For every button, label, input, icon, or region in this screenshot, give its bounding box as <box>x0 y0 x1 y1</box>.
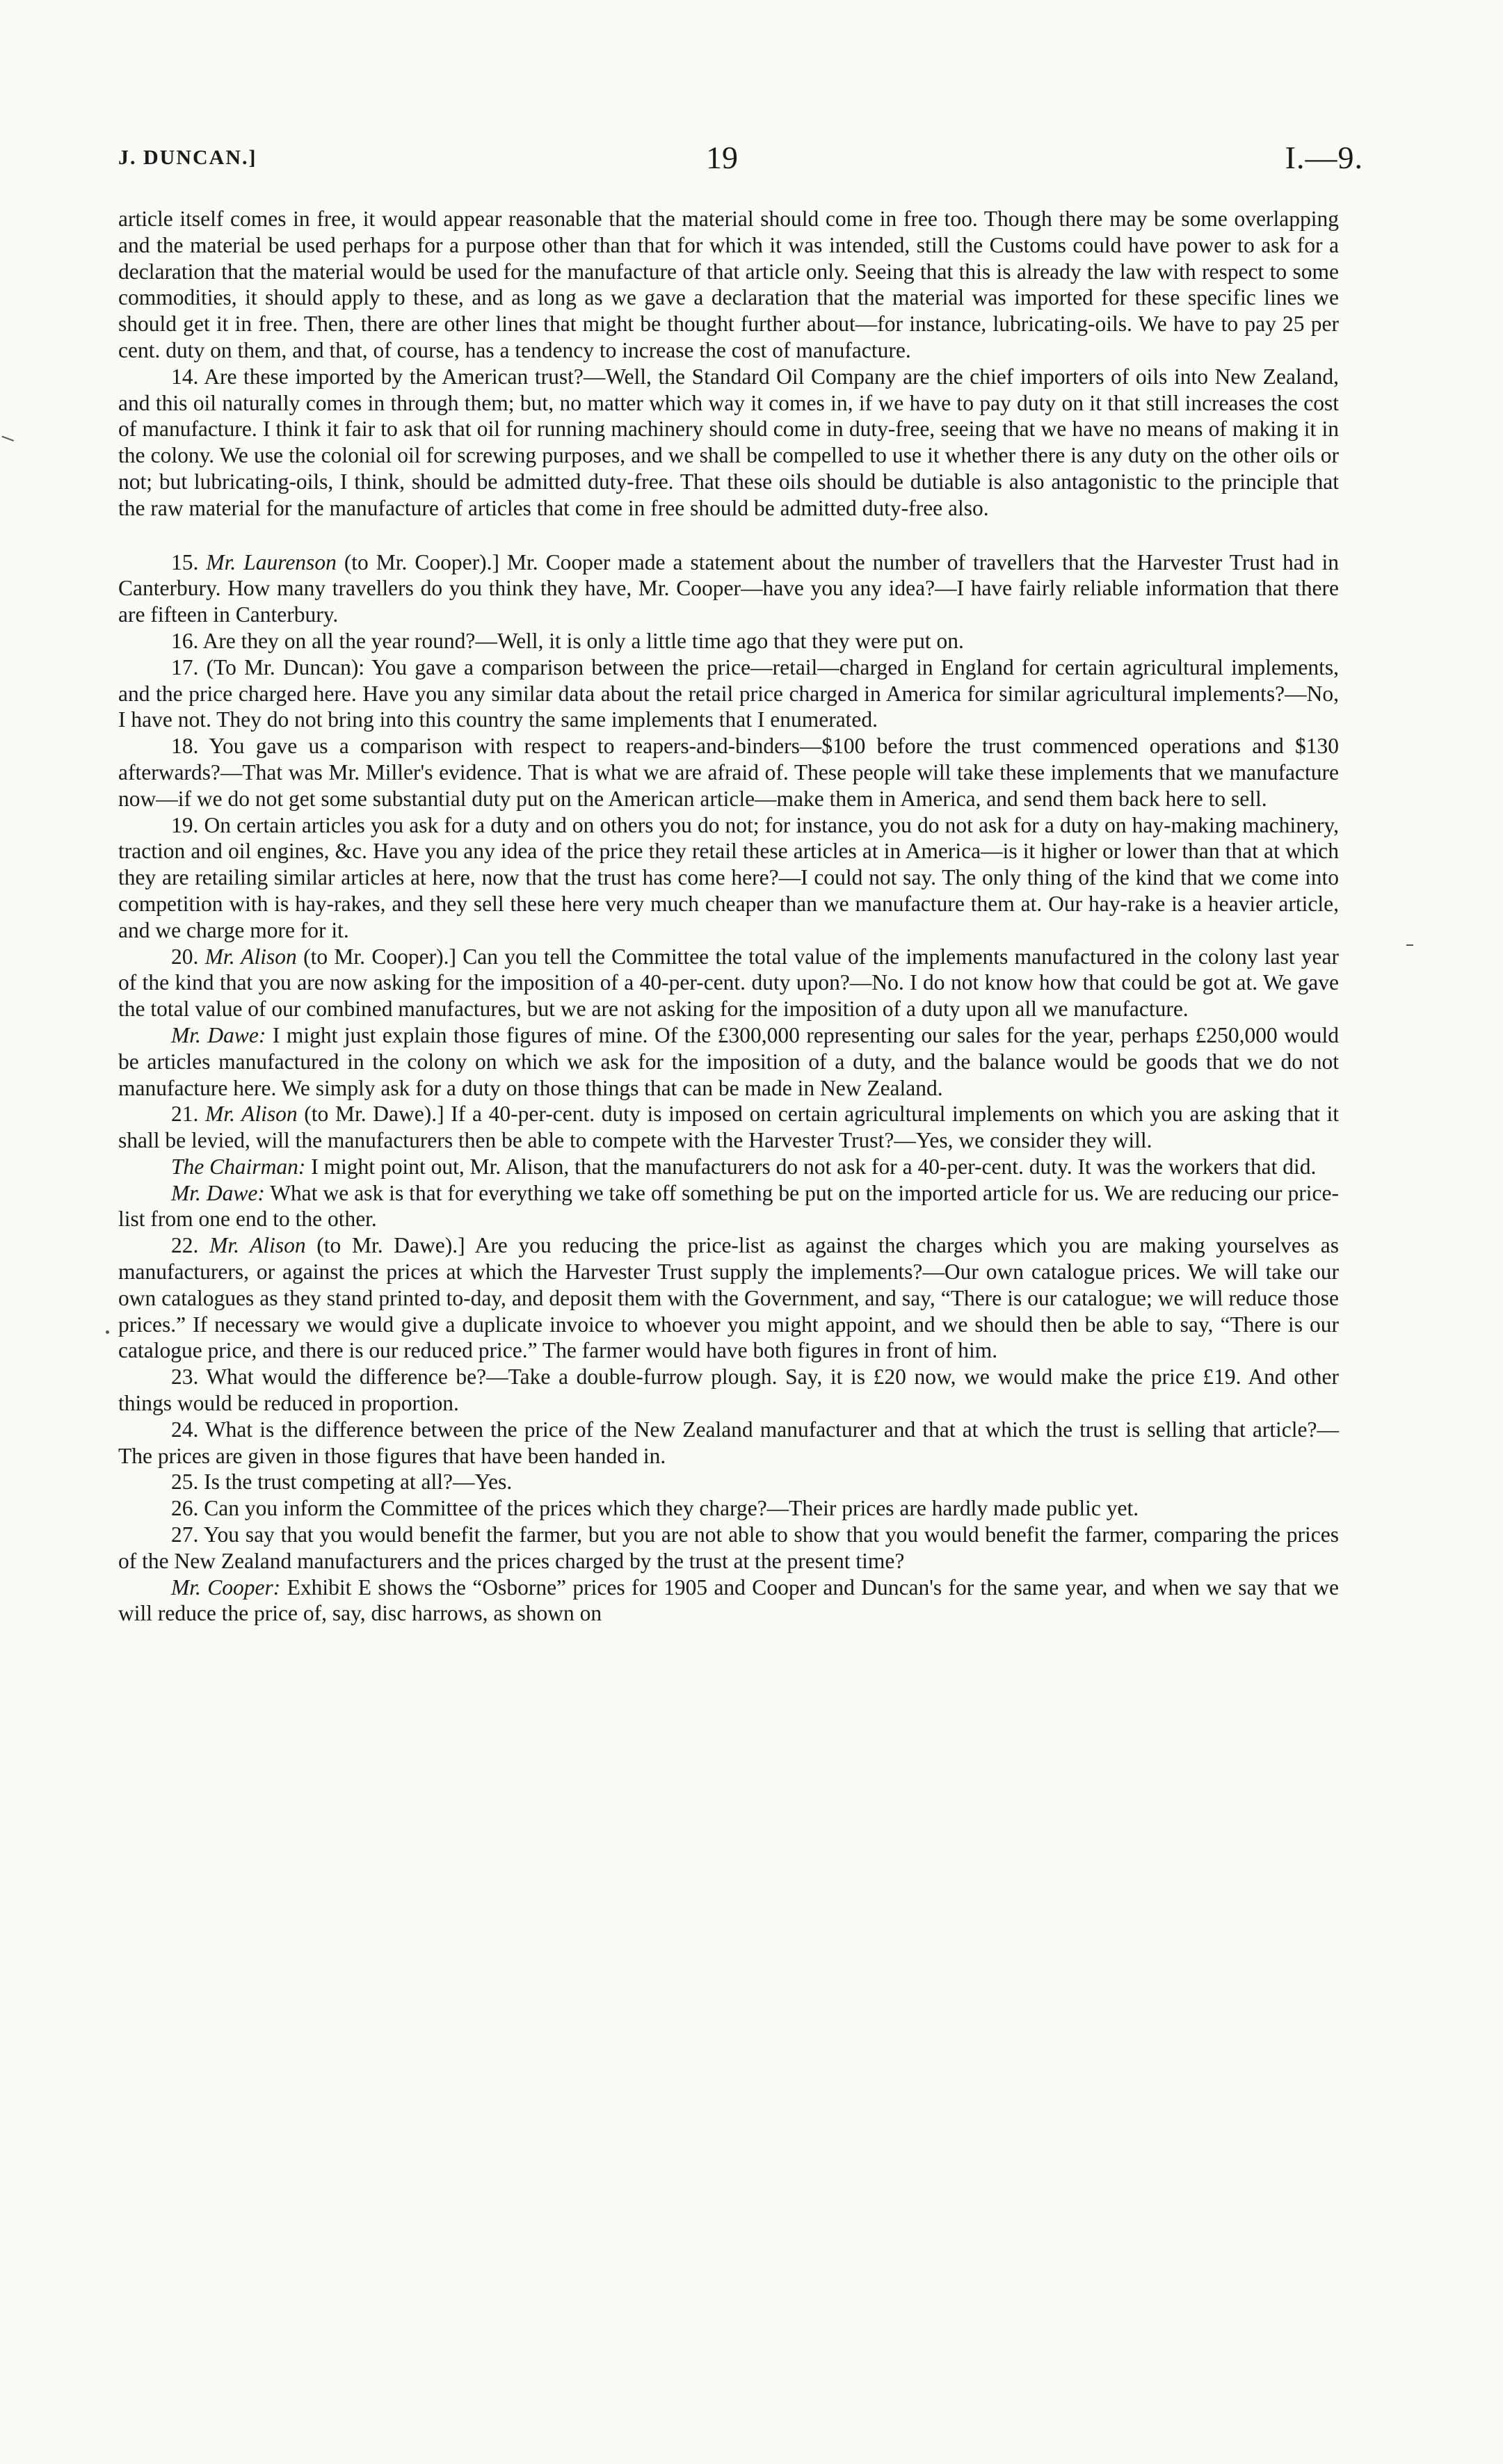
paragraph-chairman <box>118 1154 1339 1180</box>
header-author: J. DUNCAN.] <box>118 146 257 169</box>
paragraph-text: What we ask is that for everything we take off something be put on the imported article for us. We are reducing our price-list from one end to the other. <box>118 1180 1339 1232</box>
speaker-name: Mr. Alison <box>204 944 297 969</box>
paragraph-text: I might just explain those figures of mine. Of the £300,000 representing our sales for the year, perhaps £250,000 would be articles manufactured in the colony on which we ask for the imposition of a duty, and the balance would be goods that we do not manufacture here. We simply ask for a duty on those things that can be made in New Zealand. <box>118 1022 1340 1100</box>
paragraph-22 <box>118 1232 1339 1364</box>
speaker-name: The Chairman: <box>171 1154 306 1179</box>
question-number: 21. <box>171 1102 199 1127</box>
speaker-name: Mr. Dawe: <box>171 1022 266 1047</box>
paragraph-continuation: article itself comes in free, it would appear reasonable that the material should come in free too. Though there may be some overlapping and the material be used perhaps for a purpose other than that for which it was intended, still the Customs could have power to ask for a declaration that the material would be used for the manufacture of that article only. Seeing that this is already the law with respect to some commodities, it should apply to these, and as long as we gave a declaration that the material was imported for these specific lines we should get it in free. Then, there are other lines that might be thought further about—for instance, lubricating-oils. We have to pay 25 per cent. duty on them, and that, of course, has a tendency to increase the cost of manufacture. <box>118 207 1339 362</box>
paragraph-21 <box>118 1101 1339 1154</box>
speaker-name: Mr. Alison <box>205 1102 298 1127</box>
document-reference: I.—9. <box>1285 140 1363 175</box>
paragraph-25: 25. Is the trust competing at all?—Yes. <box>171 1469 513 1495</box>
paragraph-15 <box>118 549 1339 628</box>
speaker-name: Mr. Dawe: <box>171 1180 265 1205</box>
margin-mark-left <box>1 429 16 441</box>
paragraph-16: 16. Are they on all the year round?—Well, it is only a little time ago that they were put on. <box>171 628 964 653</box>
paragraph-26: 26. Can you inform the Committee of the prices which they charge?—Their prices are hardly made public yet. <box>171 1496 1139 1521</box>
paragraph-text: (to Mr. Cooper).] Can you tell the Committee the total value of the implements manufactured in the colony last year of the kind that you are now asking for the imposition of a 40-per-cent. duty upon?—No. I do not know how that could be got at. We gave the total value of our combined manufactures, but we are not asking for the imposition of a duty upon all we manufacture. <box>118 944 1339 1022</box>
page-header <box>118 139 1363 181</box>
paragraph-text: (to Mr. Cooper).] Mr. Cooper made a statement about the number of travellers that the Harvester Trust had in Canterbury. How many travellers do you think they have, Mr. Cooper—have you any idea?—I have fairly reliable information that there are fifteen in Canterbury. <box>118 549 1340 627</box>
paragraph-text: Exhibit E shows the “Osborne” prices for 1905 and Cooper and Duncan's for the same year, and when we say that we will reduce the price of, say, disc harrows, as shown on <box>118 1575 1340 1626</box>
paragraph-text: (to Mr. Dawe).] Are you reducing the price-list as against the charges which you are making yourselves as manufacturers, or against the prices at which the Harvester Trust supply the implements?—Our own catalogue prices. We will take our own catalogues as they stand printed to-day, and deposit them with the Government, and say, “There is our catalogue; we will reduce those prices.” If necessary we would give a duplicate invoice to whoever you might appoint, and we should then be able to say, “There is our catalogue price, and there is our reduced price.” The farmer would have both figures in front of him. <box>118 1233 1340 1363</box>
question-number: 20. <box>171 944 199 969</box>
question-number: 22. <box>171 1233 199 1258</box>
page-number: 19 <box>706 140 738 175</box>
paragraph-18: 18. You gave us a comparison with respect to reapers-and-binders—$100 before the trust commenced operations and $130 afterwards?—That was Mr. Miller's evidence. That is what we are afraid of. These people will take these implements that we manufacture now—if we do not get some substantial duty put on the American article—make them in America, and send them back here to sell. <box>118 734 1339 811</box>
speaker-name: Mr. Laurenson <box>206 549 337 574</box>
paragraph-dawe-reply <box>118 1180 1339 1233</box>
speaker-name: Mr. Cooper: <box>171 1575 281 1600</box>
paragraph-27: 27. You say that you would benefit the farmer, but you are not able to show that you would benefit the farmer, comparing the prices of the New Zealand manufacturers and the prices charged by the trust at the present time? <box>118 1522 1339 1573</box>
paragraph-20 <box>118 944 1339 1022</box>
margin-dot <box>106 1330 109 1334</box>
paragraph-23: 23. What would the difference be?—Take a double-furrow plough. Say, it is £20 now, we would make the price £19. And other things would be reduced in proportion. <box>118 1364 1339 1416</box>
paragraph-cooper <box>118 1575 1339 1627</box>
paragraph-text: I might point out, Mr. Alison, that the manufacturers do not ask for a 40-per-cent. duty. It was the workers that did. <box>311 1154 1317 1179</box>
paragraph-24: 24. What is the difference between the price of the New Zealand manufacturer and that at which the trust is selling that article?—The prices are given in those figures that have been handed in. <box>118 1417 1339 1468</box>
paragraph-19: 19. On certain articles you ask for a duty and on others you do not; for instance, you do not ask for a duty on hay-making machinery, traction and oil engines, &c. Have you any idea of the price they retail these articles at in America—is it higher or lower than that at which they are retailing similar articles at here, now that the trust has come here?—I could not say. The only thing of the kind that we come into competition with is hay-rakes, and they sell these here very much cheaper than we manufacture them at. Our hay-rake is a heavier article, and we charge more for it. <box>118 812 1339 942</box>
document-body <box>118 206 1339 1627</box>
margin-mark-right <box>1406 944 1413 946</box>
question-number: 15. <box>171 549 199 574</box>
paragraph-dawe-statement <box>118 1022 1339 1101</box>
paragraph-17: 17. (To Mr. Duncan): You gave a comparison between the price—retail—charged in England for certain agricultural implements, and the price charged here. Have you any similar data about the retail price charged in America for similar agricultural implements?—No, I have not. They do not bring into this country the same implements that I enumerated. <box>118 654 1339 732</box>
paragraph-text: (to Mr. Dawe).] If a 40-per-cent. duty is imposed on certain agricultural implements on which you are asking that it shall be levied, will the manufacturers then be able to compete with the Harvester Trust?—Yes, we consider they will. <box>118 1102 1340 1153</box>
speaker-name: Mr. Alison <box>209 1233 306 1258</box>
paragraph-14: 14. Are these imported by the American trust?—Well, the Standard Oil Company are the chief importers of oils into New Zealand, and this oil naturally comes in through them; but, no matter which way it comes in, if we have to pay duty on it that still increases the cost of manufacture. I think it fair to ask that oil for running machinery should come in duty-free, seeing that we have no means of making it in the colony. We use the colonial oil for screwing purposes, and we shall be compelled to use it whether there is any duty on the other oils or not; but lubricating-oils, I think, should be admitted duty-free. That these oils should be dutiable is also antagonistic to the principle that the raw material for the manufacture of articles that come in free should be admitted duty-free also. <box>118 364 1339 520</box>
